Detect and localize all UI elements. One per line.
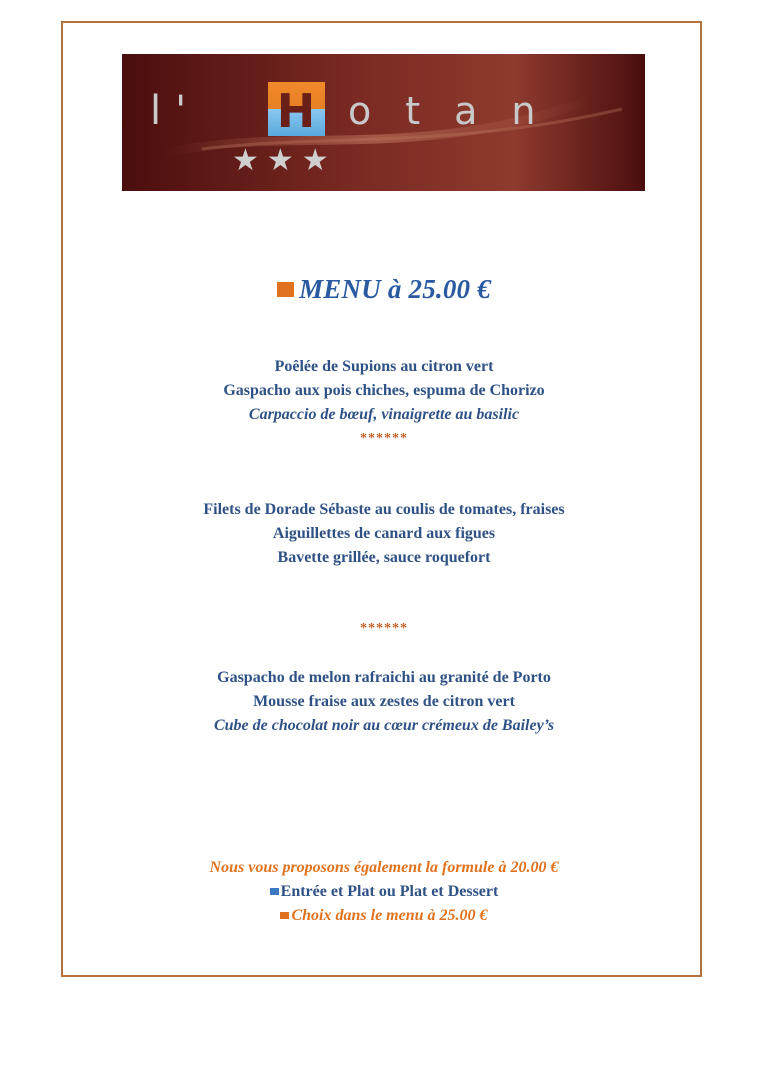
logo-suffix: otan <box>348 89 570 133</box>
separator-2: ****** <box>360 621 408 636</box>
formule-option-2 <box>0 907 768 925</box>
dessert-1: Gaspacho de melon rafraichi au granité de Porto <box>217 669 551 686</box>
menu-title-text: MENU à 25.00 € <box>299 274 491 304</box>
plat-1: Filets de Dorade Sébaste au coulis de tomates, fraises <box>203 501 565 518</box>
plat-2: Aiguillettes de canard aux figues <box>272 525 496 542</box>
entree-2: Gaspacho aux pois chiches, espuma de Chorizo <box>223 382 545 399</box>
plat-3: Bavette grillée, sauce roquefort <box>277 549 491 566</box>
square-bullet-icon <box>280 912 289 919</box>
logo-prefix: l' <box>150 88 201 134</box>
formule-intro: Nous vous proposons également la formule à 20.00 € <box>209 859 559 876</box>
formule-option-2-text: Choix dans le menu à 25.00 € <box>291 907 488 924</box>
menu-title <box>0 274 768 305</box>
separator-1: ****** <box>360 431 408 446</box>
hotel-logo <box>122 54 645 191</box>
title-square-icon <box>277 282 294 297</box>
entree-3: Carpaccio de bœuf, vinaigrette au basilic <box>248 406 520 423</box>
logo-stars: ★★★ <box>232 143 337 178</box>
entree-1: Poêlée de Supions au citron vert <box>274 358 494 375</box>
dessert-3: Cube de chocolat noir au cœur crémeux de Bailey’s <box>213 717 555 734</box>
formule-option-1 <box>0 883 768 901</box>
square-bullet-icon <box>270 888 279 895</box>
logo-h: H <box>276 84 316 138</box>
formule-option-1-text: Entrée et Plat ou Plat et Dessert <box>280 883 499 900</box>
dessert-2: Mousse fraise aux zestes de citron vert <box>253 693 515 710</box>
